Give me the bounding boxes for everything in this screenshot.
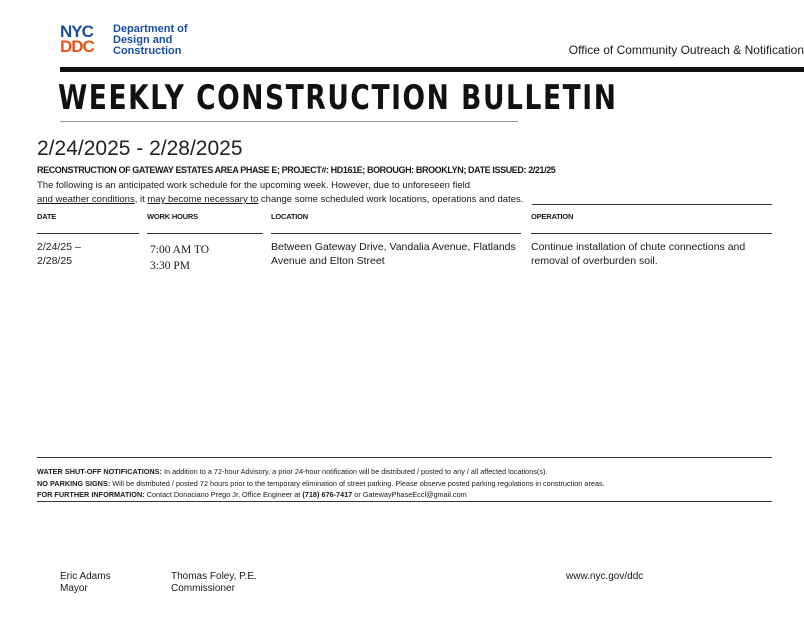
location-header-rule	[271, 233, 521, 234]
water-shutoff-label: WATER SHUT-OFF NOTIFICATIONS:	[37, 467, 162, 476]
intro-underlined-1: and weather conditions	[37, 194, 135, 205]
no-parking-text: Will be distributed / posted 72 hours prior to the temporary elimination of street parking. Please observe posted parking regulations in construction areas.	[110, 478, 605, 488]
no-parking-note	[37, 478, 777, 490]
row-location-line1: Between Gateway Drive, Vandalia Avenue, Flatlands	[271, 241, 516, 253]
ddc-website-link: www.nyc.gov/ddc	[566, 571, 644, 582]
intro-plain-2: change some scheduled work locations, operations and dates.	[258, 194, 524, 205]
intro-line-2	[37, 193, 557, 207]
department-name-line1: Department of	[113, 23, 188, 35]
row-hours-line1: 7:00 AM TO	[150, 244, 210, 256]
row-hours-line2: 3:30 PM	[150, 260, 190, 272]
row-date-line1: 2/24/25 –	[37, 241, 81, 253]
row-location-line2: Avenue and Elton Street	[271, 255, 385, 267]
intro-paragraph	[37, 179, 557, 207]
notifications-section	[37, 466, 777, 501]
mayor-title: Mayor	[60, 583, 88, 594]
header-divider	[60, 67, 804, 72]
operation-header-rule	[531, 233, 772, 234]
logo-nyc-text: NYC	[60, 22, 93, 41]
row-operation-line1: Continue installation of chute connections and	[531, 241, 746, 253]
intro-line-1: The following is an anticipated work schedule for the upcoming week. However, due to unforeseen field	[37, 180, 471, 191]
mayor-signature-block	[60, 571, 111, 595]
column-header-work-hours: WORK HOURS	[147, 212, 198, 221]
intro-underlined-2: may become necessary to	[147, 194, 259, 205]
bulletin-title: WEEKLY CONSTRUCTION BULLETIN	[58, 78, 618, 118]
column-header-location: LOCATION	[271, 212, 309, 221]
department-name-line2: Design and	[113, 34, 173, 46]
contact-phone: (718) 676-7417	[302, 490, 353, 499]
row-operation	[531, 240, 781, 268]
row-work-hours	[150, 242, 209, 274]
row-date-line2: 2/28/25	[37, 255, 73, 267]
mayor-name: Eric Adams	[60, 571, 111, 582]
department-name-line3: Construction	[113, 45, 182, 57]
title-underline	[60, 121, 518, 122]
nyc-ddc-logo-mark	[60, 24, 108, 56]
contact-email: or GatewayPhaseEccl@gmail.com	[352, 490, 467, 499]
further-info-label: FOR FURTHER INFORMATION:	[37, 490, 145, 499]
commissioner-title: Commissioner	[171, 583, 235, 594]
office-name: Office of Community Outreach & Notification	[568, 43, 804, 57]
further-info-note	[37, 489, 777, 501]
commissioner-signature-block	[171, 571, 257, 595]
row-date	[37, 240, 81, 268]
row-operation-line2: removal of overburden soil.	[531, 255, 658, 267]
intro-divider	[532, 204, 772, 205]
project-info-line: RECONSTRUCTION OF GATEWAY ESTATES AREA PHASE E; PROJECT#: HD161E; BOROUGH: BROOKLYN; DATE ISSUED: 2/21/25	[37, 165, 556, 175]
intro-plain-1: , it	[134, 194, 148, 205]
water-shutoff-note	[37, 466, 777, 478]
department-name	[113, 24, 273, 57]
further-info-text: Contact Donaciano Prego Jr, Office Engineer at	[144, 490, 303, 499]
notes-bottom-divider	[37, 501, 772, 502]
no-parking-label: NO PARKING SIGNS:	[37, 478, 111, 488]
notes-top-divider	[37, 457, 772, 458]
column-header-date: DATE	[37, 212, 57, 221]
water-shutoff-text: In addition to a 72-hour Advisory, a prior 24-hour notification will be distributed / posted to any / all affected locations(s).	[161, 467, 548, 476]
date-header-rule	[37, 233, 139, 234]
bulletin-date-range: 2/24/2025 - 2/28/2025	[37, 137, 243, 160]
hours-header-rule	[147, 233, 263, 234]
row-location	[271, 240, 526, 268]
logo-ddc-text: DDC	[60, 37, 94, 56]
column-header-operation: OPERATION	[531, 212, 574, 221]
commissioner-name: Thomas Foley, P.E.	[171, 571, 257, 582]
